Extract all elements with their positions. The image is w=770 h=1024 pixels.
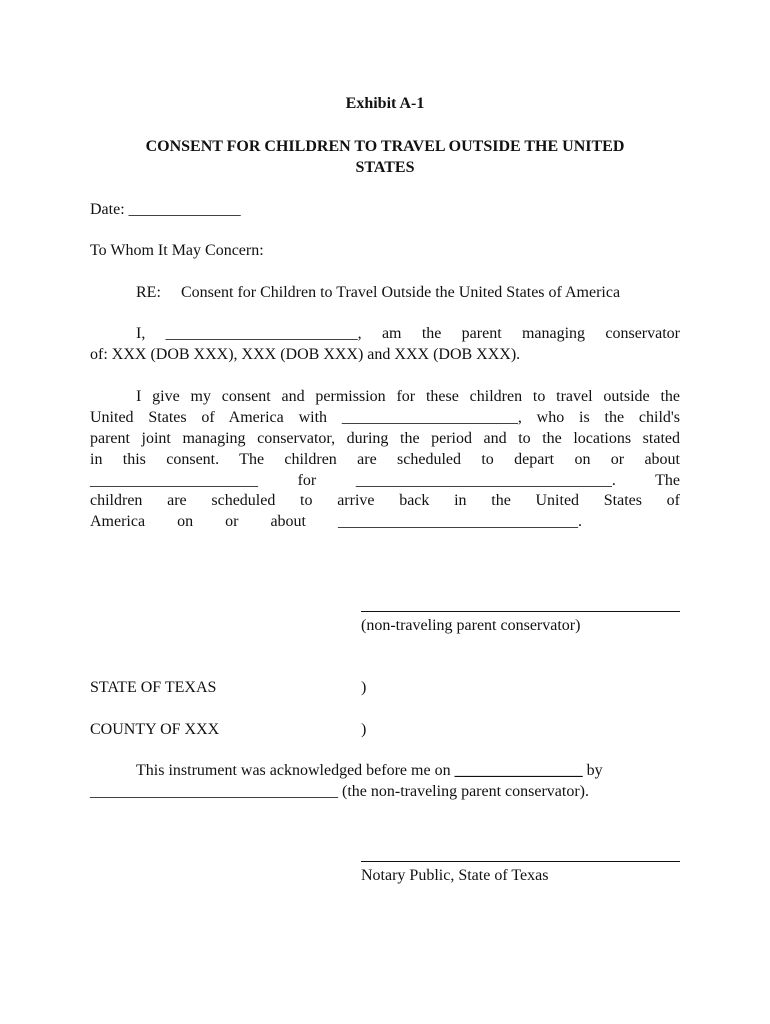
re-text: Consent for Children to Travel Outside the United States of America — [181, 284, 621, 301]
date-line: Date: ______________ — [90, 201, 241, 218]
parent-para-line1: I, ________________________, am the parent managing conservator — [136, 325, 680, 342]
acknowledgment-prefix: This instrument was acknowledged before me on — [136, 762, 455, 779]
consent-para-last-line: America on or about ______________________________. — [90, 513, 582, 530]
consent-para-line: I give my consent and permission for these children to travel outside the — [136, 388, 680, 405]
document-title-line2: STATES — [355, 159, 415, 176]
salutation: To Whom It May Concern: — [90, 242, 264, 259]
consent-para-line: in this consent. The children are scheduled to depart on or about — [90, 451, 680, 468]
acknowledgment-line2: _______________________________ (the non-traveling parent conservator). — [90, 783, 590, 800]
signature-line-notary — [361, 861, 680, 862]
venue-county: COUNTY OF XXX — [90, 721, 220, 738]
acknowledgment-line1 — [136, 760, 603, 781]
consent-para-line: United States of America with ______________________, who is the child's — [90, 409, 680, 426]
acknowledgment-suffix: by — [582, 762, 603, 779]
consent-para-line: parent joint managing conservator, during the period and to the locations stated — [90, 430, 680, 447]
venue-paren: ) — [361, 679, 367, 696]
consent-para-line: _____________________ for ________________________________. The — [90, 472, 680, 489]
exhibit-label: Exhibit A-1 — [345, 95, 425, 112]
venue-paren: ) — [361, 721, 367, 738]
signature-label-parent: (non-traveling parent conservator) — [361, 617, 581, 634]
re-label: RE: — [136, 284, 161, 301]
parent-para-line2: of: XXX (DOB XXX), XXX (DOB XXX) and XXX (DOB XXX). — [90, 346, 521, 363]
acknowledgment-date-blank: ________________ — [454, 762, 583, 779]
consent-para-line: children are scheduled to arrive back in the United States of — [90, 492, 680, 509]
document-title-line1: CONSENT FOR CHILDREN TO TRAVEL OUTSIDE THE UNITED — [145, 138, 625, 155]
signature-label-notary: Notary Public, State of Texas — [361, 867, 549, 884]
signature-line-parent — [361, 611, 680, 612]
venue-state: STATE OF TEXAS — [90, 679, 217, 696]
